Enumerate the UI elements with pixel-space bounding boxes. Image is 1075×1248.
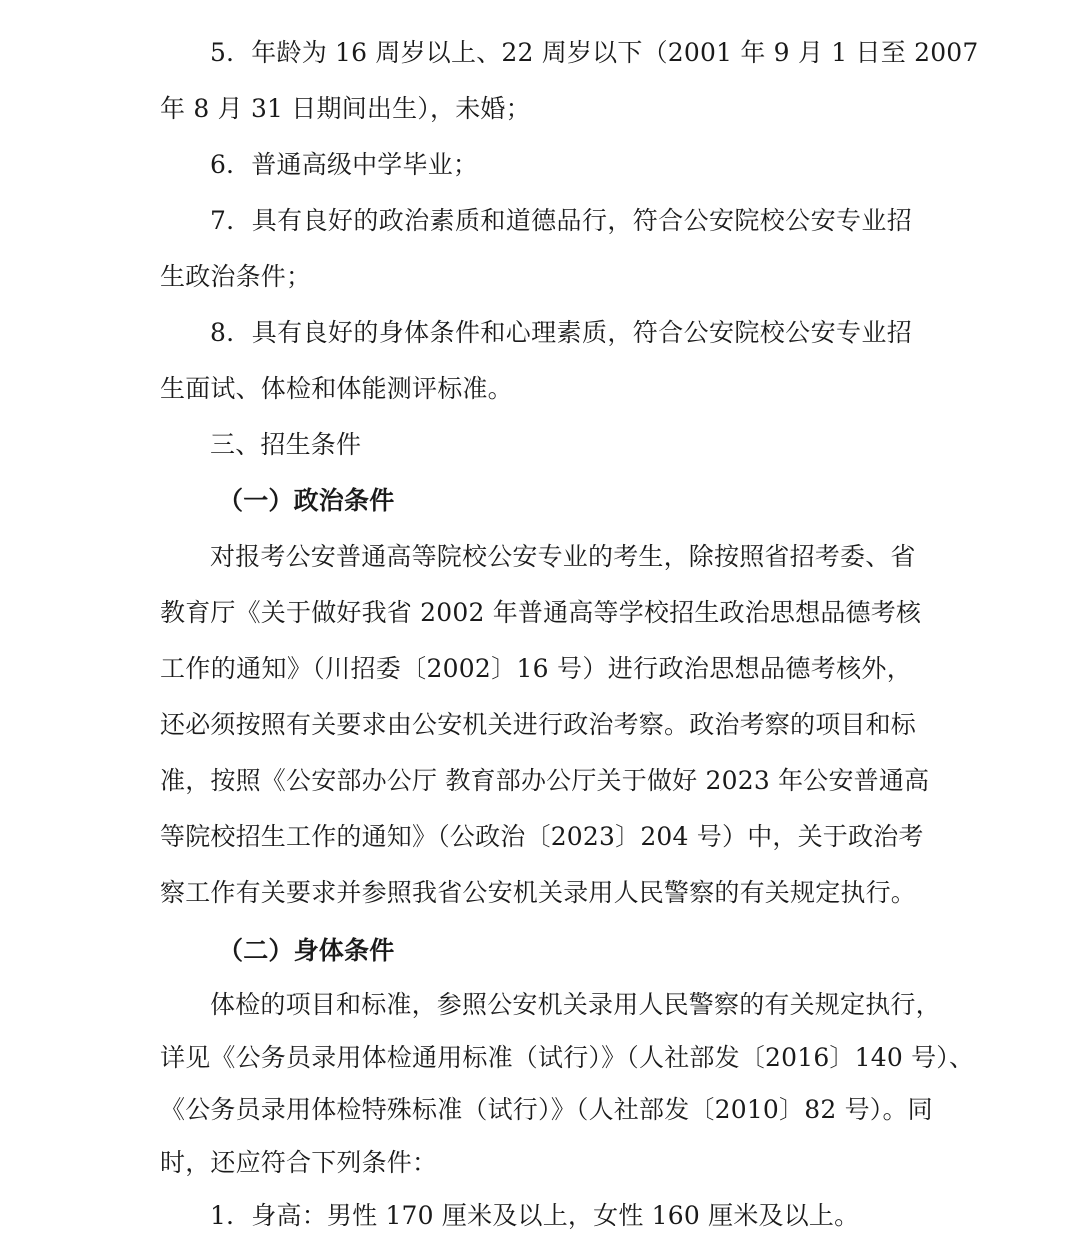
subsection-heading-physical: （二）身体条件 <box>218 936 395 965</box>
paragraph-political-line-5: 准，按照《公安部办公厅 教育部办公厅关于做好 2023 年公安普通高 <box>160 766 930 795</box>
list-item-6: 6．普通高级中学毕业； <box>210 150 479 179</box>
condition-item-1: 1．身高：男性 170 厘米及以上，女性 160 厘米及以上。 <box>210 1201 860 1230</box>
section-heading-3: 三、招生条件 <box>210 430 362 459</box>
subsection-heading-political: （一）政治条件 <box>218 486 395 515</box>
list-item-8-line-1: 8．具有良好的身体条件和心理素质，符合公安院校公安专业招 <box>210 318 912 347</box>
paragraph-political-line-7: 察工作有关要求并参照我省公安机关录用人民警察的有关规定执行。 <box>160 878 917 907</box>
paragraph-political-line-1: 对报考公安普通高等院校公安专业的考生，除按照省招考委、省 <box>210 542 916 571</box>
paragraph-political-line-3: 工作的通知》（川招委〔2002〕16 号）进行政治思想品德考核外， <box>160 654 912 683</box>
paragraph-physical-line-4: 时，还应符合下列条件： <box>160 1148 438 1177</box>
list-item-5-line-2: 年 8 月 31 日期间出生），未婚； <box>160 94 531 123</box>
list-item-7-line-1: 7．具有良好的政治素质和道德品行，符合公安院校公安专业招 <box>210 206 912 235</box>
paragraph-political-line-2: 教育厅《关于做好我省 2002 年普通高等学校招生政治思想品德考核 <box>160 598 922 627</box>
paragraph-political-line-6: 等院校招生工作的通知》（公政治〔2023〕204 号）中，关于政治考 <box>160 822 924 851</box>
paragraph-physical-line-3: 《公务员录用体检特殊标准（试行）》（人社部发〔2010〕82 号）。同 <box>160 1095 933 1124</box>
paragraph-physical-line-1: 体检的项目和标准，参照公安机关录用人民警察的有关规定执行， <box>210 990 941 1019</box>
paragraph-physical-line-2: 详见《公务员录用体检通用标准（试行）》（人社部发〔2016〕140 号）、 <box>160 1043 975 1072</box>
list-item-5-line-1: 5．年龄为 16 周岁以上、22 周岁以下（2001 年 9 月 1 日至 2007 <box>210 38 979 67</box>
paragraph-political-line-4: 还必须按照有关要求由公安机关进行政治考察。政治考察的项目和标 <box>160 710 917 739</box>
list-item-7-line-2: 生政治条件； <box>160 262 312 291</box>
list-item-8-line-2: 生面试、体检和体能测评标准。 <box>160 374 513 403</box>
